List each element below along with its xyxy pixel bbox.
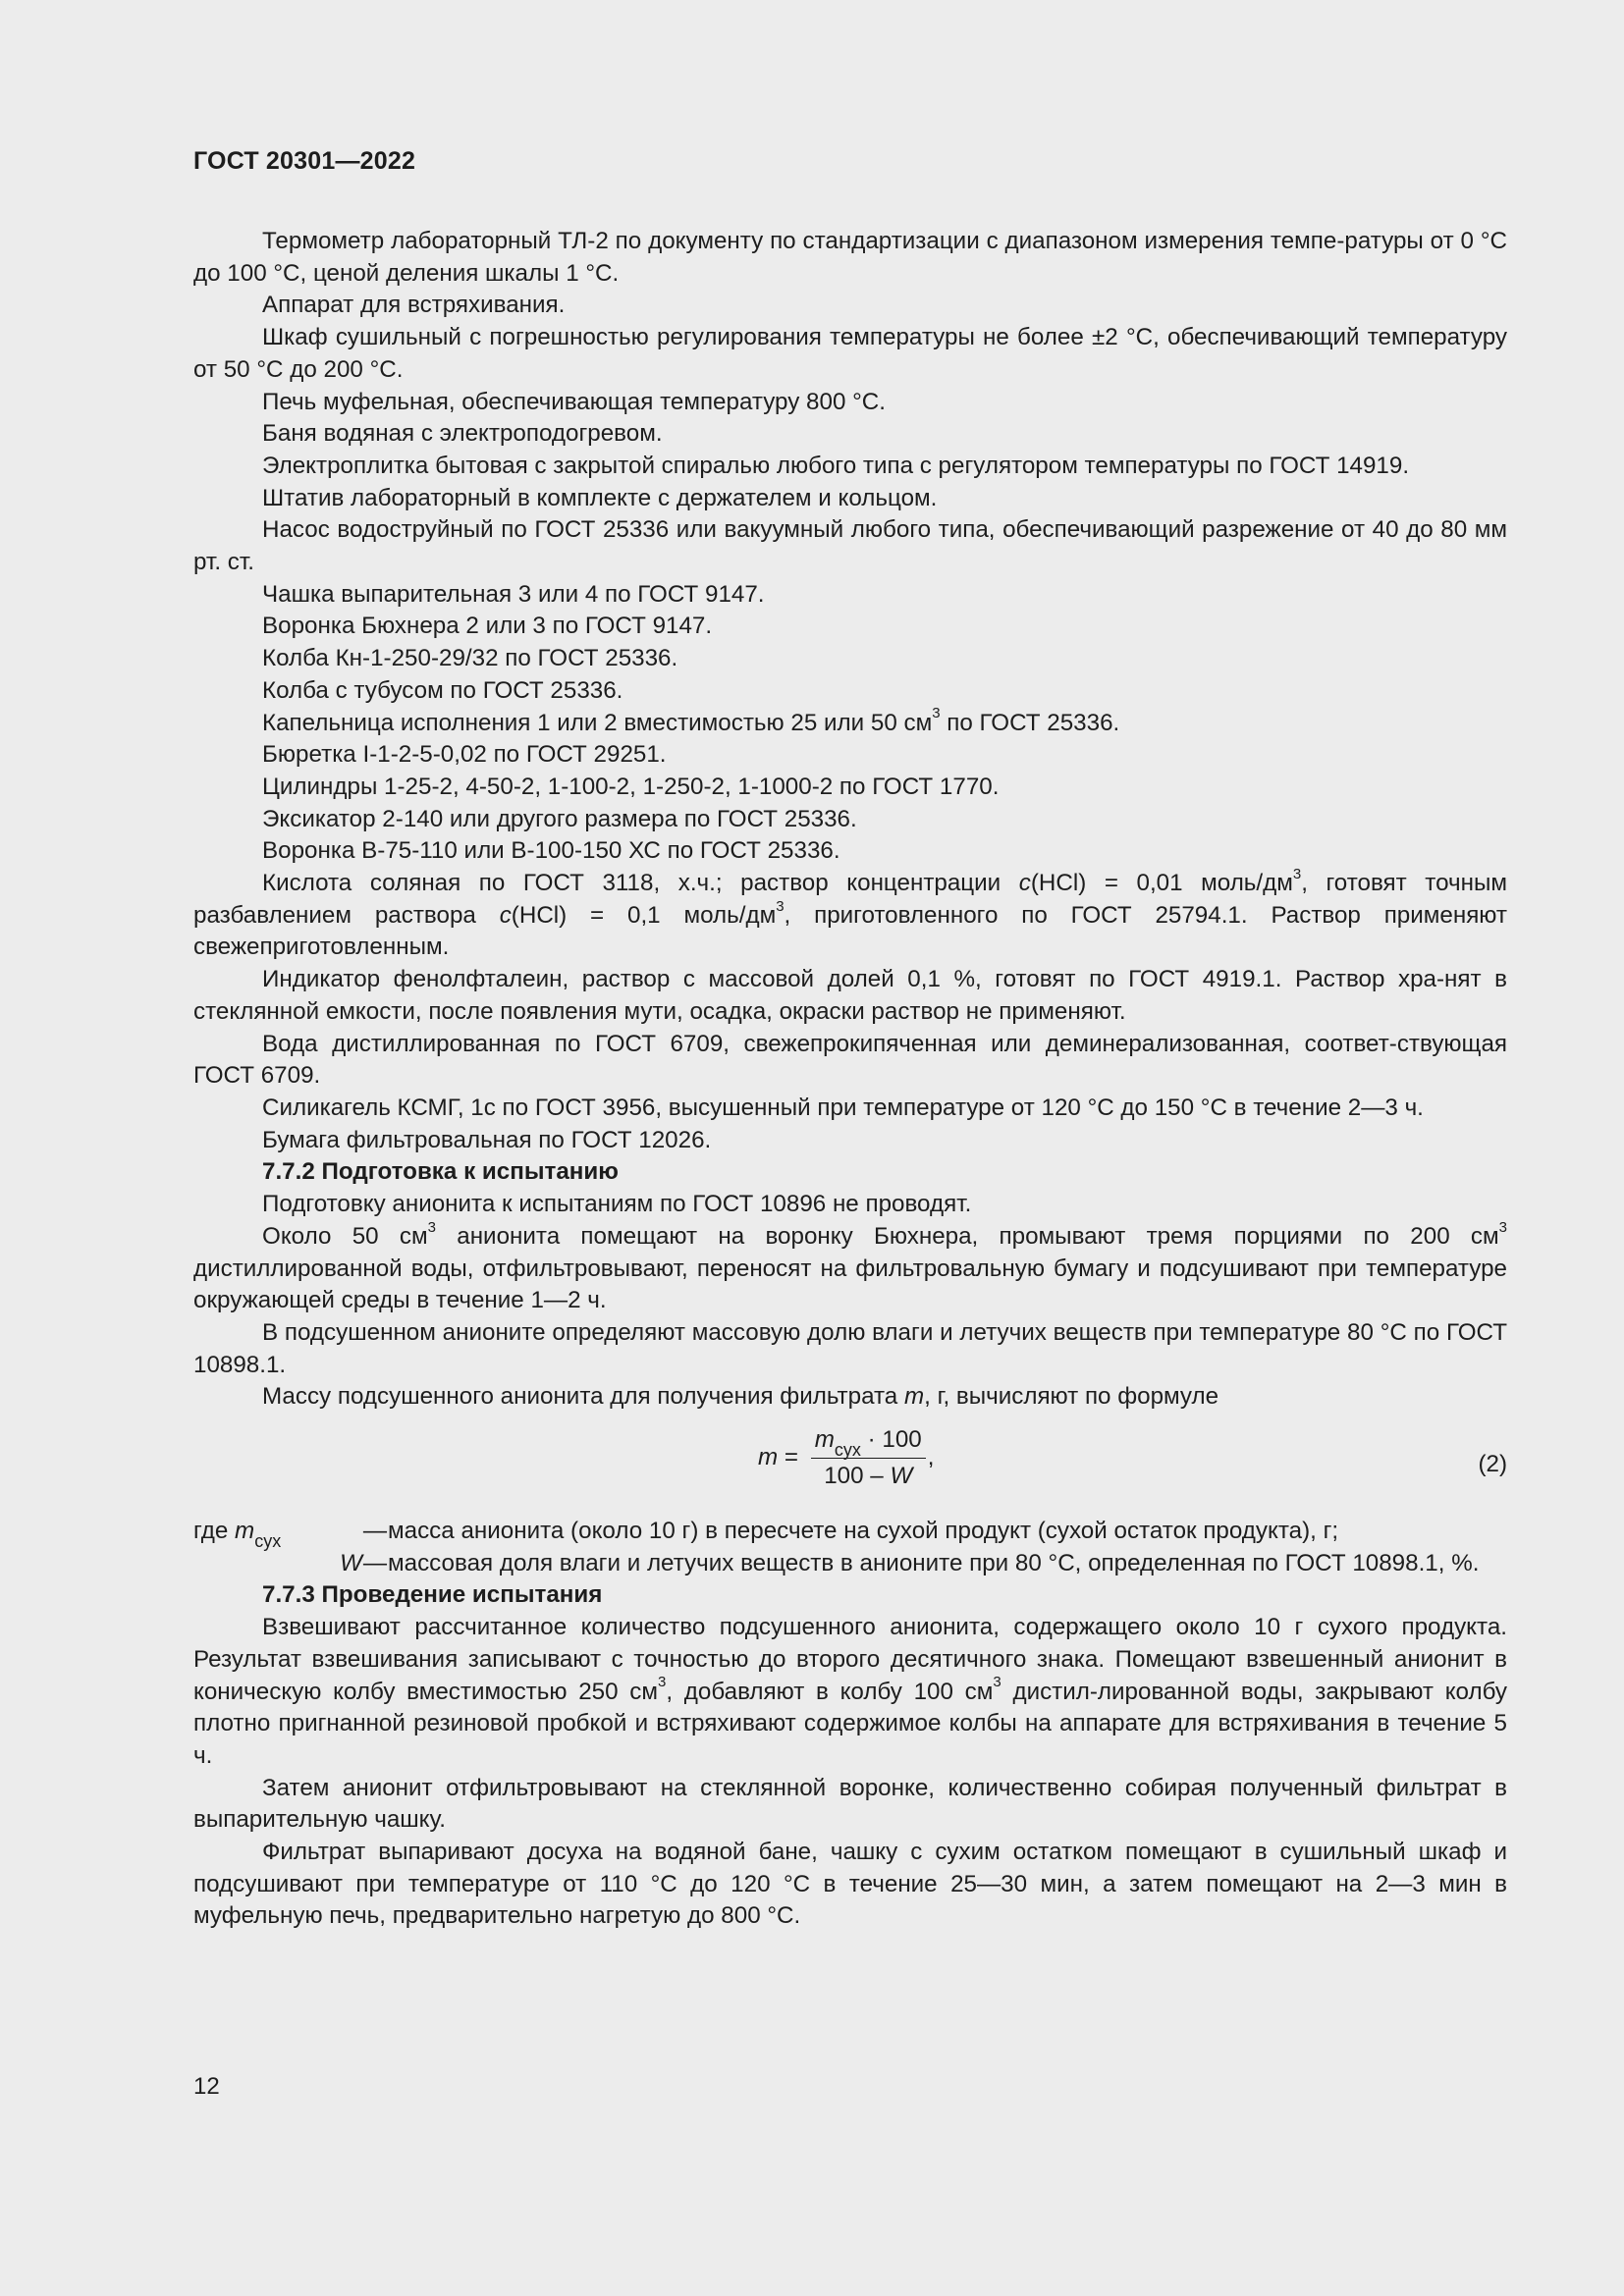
- equipment-item: Колба Кн-1-250-29/32 по ГОСТ 25336.: [262, 645, 678, 672]
- formula-expression: m = $\frac{m_{сух} \cdot 100}{100 - W}$ ,: [758, 1426, 935, 1490]
- reagent-acid: Кислота соляная по ГОСТ 3118, х.ч.; раствор концентрации c(HCl) = 0,01 моль/$дм^3$, готовят точным разбавлением раствора c(HCl) = 0,1 моль/$дм^3$, приготовленного по ГОСТ 25794.1. Раствор применяют свежеприготовленным.: [193, 866, 1507, 961]
- paragraph: Взвешивают рассчитанное количество подсушенного анионита, содержащего около 10 г сухого продукта. Результат взвешивания записывают с точностью до второго десятичного знака. Помещают взвешенный анионит в коническую колбу вместимостью 250 $см^3$, добавляют в колбу 100 $см^3$ дистил-лированной воды, закрывают колбу плотно пригнанной резиновой пробкой и встряхивают содержимое колбы на аппарате для встряхивания в течение 5 ч.: [193, 1614, 1508, 1769]
- page-number: 12: [193, 2073, 220, 2100]
- reagent-item: Индикатор фенолфталеин, раствор с массовой долей 0,1 %, готовят по ГОСТ 4919.1. Раствор хра-нят в стеклянной емкости, после появления мути, осадка, окраски раствор не применяют.: [193, 966, 1507, 1025]
- section-heading-7-7-2: 7.7.2 Подготовка к испытанию: [262, 1158, 619, 1186]
- equipment-item: Воронка В-75-110 или В-100-150 ХС по ГОСТ 25336.: [262, 837, 840, 865]
- reagent-item: Бумага фильтровальная по ГОСТ 12026.: [262, 1126, 712, 1153]
- section-heading-7-7-3: 7.7.3 Проведение испытания: [262, 1581, 603, 1609]
- equipment-item-dropper: Капельница исполнения 1 или 2 вместимостью 25 или 50 $см^3$ по ГОСТ 25336.: [262, 705, 1120, 736]
- formula-legend: [193, 1516, 1507, 1579]
- formula-2: [193, 1419, 1507, 1510]
- reagent-item: Силикагель КСМГ, 1с по ГОСТ 3956, высушенный при температуре от 120 °C до 150 °C в течение 2—3 ч.: [262, 1094, 1424, 1121]
- document-header: ГОСТ 20301—2022: [193, 147, 416, 175]
- formula-fraction: [811, 1425, 926, 1491]
- equipment-item: Чашка выпарительная 3 или 4 по ГОСТ 9147.: [262, 580, 765, 608]
- equipment-item: Цилиндры 1-25-2, 4-50-2, 1-100-2, 1-250-2, 1-1000-2 по ГОСТ 1770.: [262, 773, 1000, 800]
- paragraph: Затем анионит отфильтровывают на стеклянной воронке, количественно собирая полученный фильтрат в выпарительную чашку.: [193, 1774, 1507, 1834]
- paragraph: В подсушенном анионите определяют массовую долю влаги и летучих веществ при температуре 80 °C по ГОСТ 10898.1.: [193, 1318, 1507, 1378]
- equipment-item: Электроплитка бытовая с закрытой спиралью любого типа с регулятором температуры по ГОСТ 14919.: [262, 452, 1410, 479]
- document-body: [193, 226, 1507, 1933]
- equipment-item: Штатив лабораторный в комплекте с держателем и кольцом.: [262, 484, 938, 511]
- paragraph: Подготовку анионита к испытаниям по ГОСТ 10896 не проводят.: [262, 1191, 972, 1218]
- equipment-item: Шкаф сушильный с погрешностью регулирования температуры не более ±2 °C, обеспечивающий температуру от 50 °C до 200 °C.: [193, 324, 1507, 383]
- equipment-item: Печь муфельная, обеспечивающая температуру 800 °C.: [262, 388, 886, 415]
- paragraph: Около 50 $см^3$ анионита помещают на воронку Бюхнера, промывают тремя порциями по 200 $см^3$ дистиллированной воды, отфильтровывают, переносят на фильтровальную бумагу и подсушивают при температуре окружающей среды в течение 1—2 ч.: [193, 1218, 1507, 1314]
- equipment-item: Баня водяная с электроподогревом.: [262, 420, 663, 448]
- equipment-item: Воронка Бюхнера 2 или 3 по ГОСТ 9147.: [262, 613, 713, 640]
- equipment-item: Колба с тубусом по ГОСТ 25336.: [262, 676, 623, 704]
- legend-row: W — массовая доля влаги и летучих веществ в анионите при 80 °C, определенная по ГОСТ 10898.1, %.: [340, 1549, 1480, 1576]
- legend-row: где $m_{сух}$ — масса анионита (около 10 г) в пересчете на сухой продукт (сухой остаток продукта), г;: [193, 1518, 1339, 1551]
- formula-number: (2): [1478, 1451, 1507, 1478]
- formula-numerator: $m_{сух} \cdot 100$: [811, 1425, 926, 1459]
- equipment-item: Насос водоструйный по ГОСТ 25336 или вакуумный любого типа, обеспечивающий разрежение от 40 до 80 мм рт. ст.: [193, 516, 1507, 576]
- equipment-item: Аппарат для встряхивания.: [262, 292, 566, 319]
- paragraph: Фильтрат выпаривают досуха на водяной бане, чашку с сухим остатком помещают в сушильный шкаф и подсушивают при температуре от 110 °C до 120 °C в течение 25—30 мин, а затем помещают на 2—3 мин в муфельную печь, предварительно нагретую до 800 °C.: [193, 1839, 1507, 1930]
- formula-denominator: 100 – W: [824, 1463, 913, 1490]
- equipment-item: Эксикатор 2-140 или другого размера по ГОСТ 25336.: [262, 805, 857, 832]
- equipment-item: Бюретка I-1-2-5-0,02 по ГОСТ 29251.: [262, 741, 667, 769]
- paragraph: Массу подсушенного анионита для получения фильтрата m, г, вычисляют по формуле: [262, 1383, 1219, 1411]
- reagent-item: Вода дистиллированная по ГОСТ 6709, свежепрокипяченная или деминерализованная, соответ-ствующая ГОСТ 6709.: [193, 1030, 1507, 1090]
- equipment-item: Термометр лабораторный ТЛ-2 по документу по стандартизации с диапазоном измерения темпе-ратуры от 0 °C до 100 °C, ценой деления шкалы 1 °C.: [193, 228, 1507, 287]
